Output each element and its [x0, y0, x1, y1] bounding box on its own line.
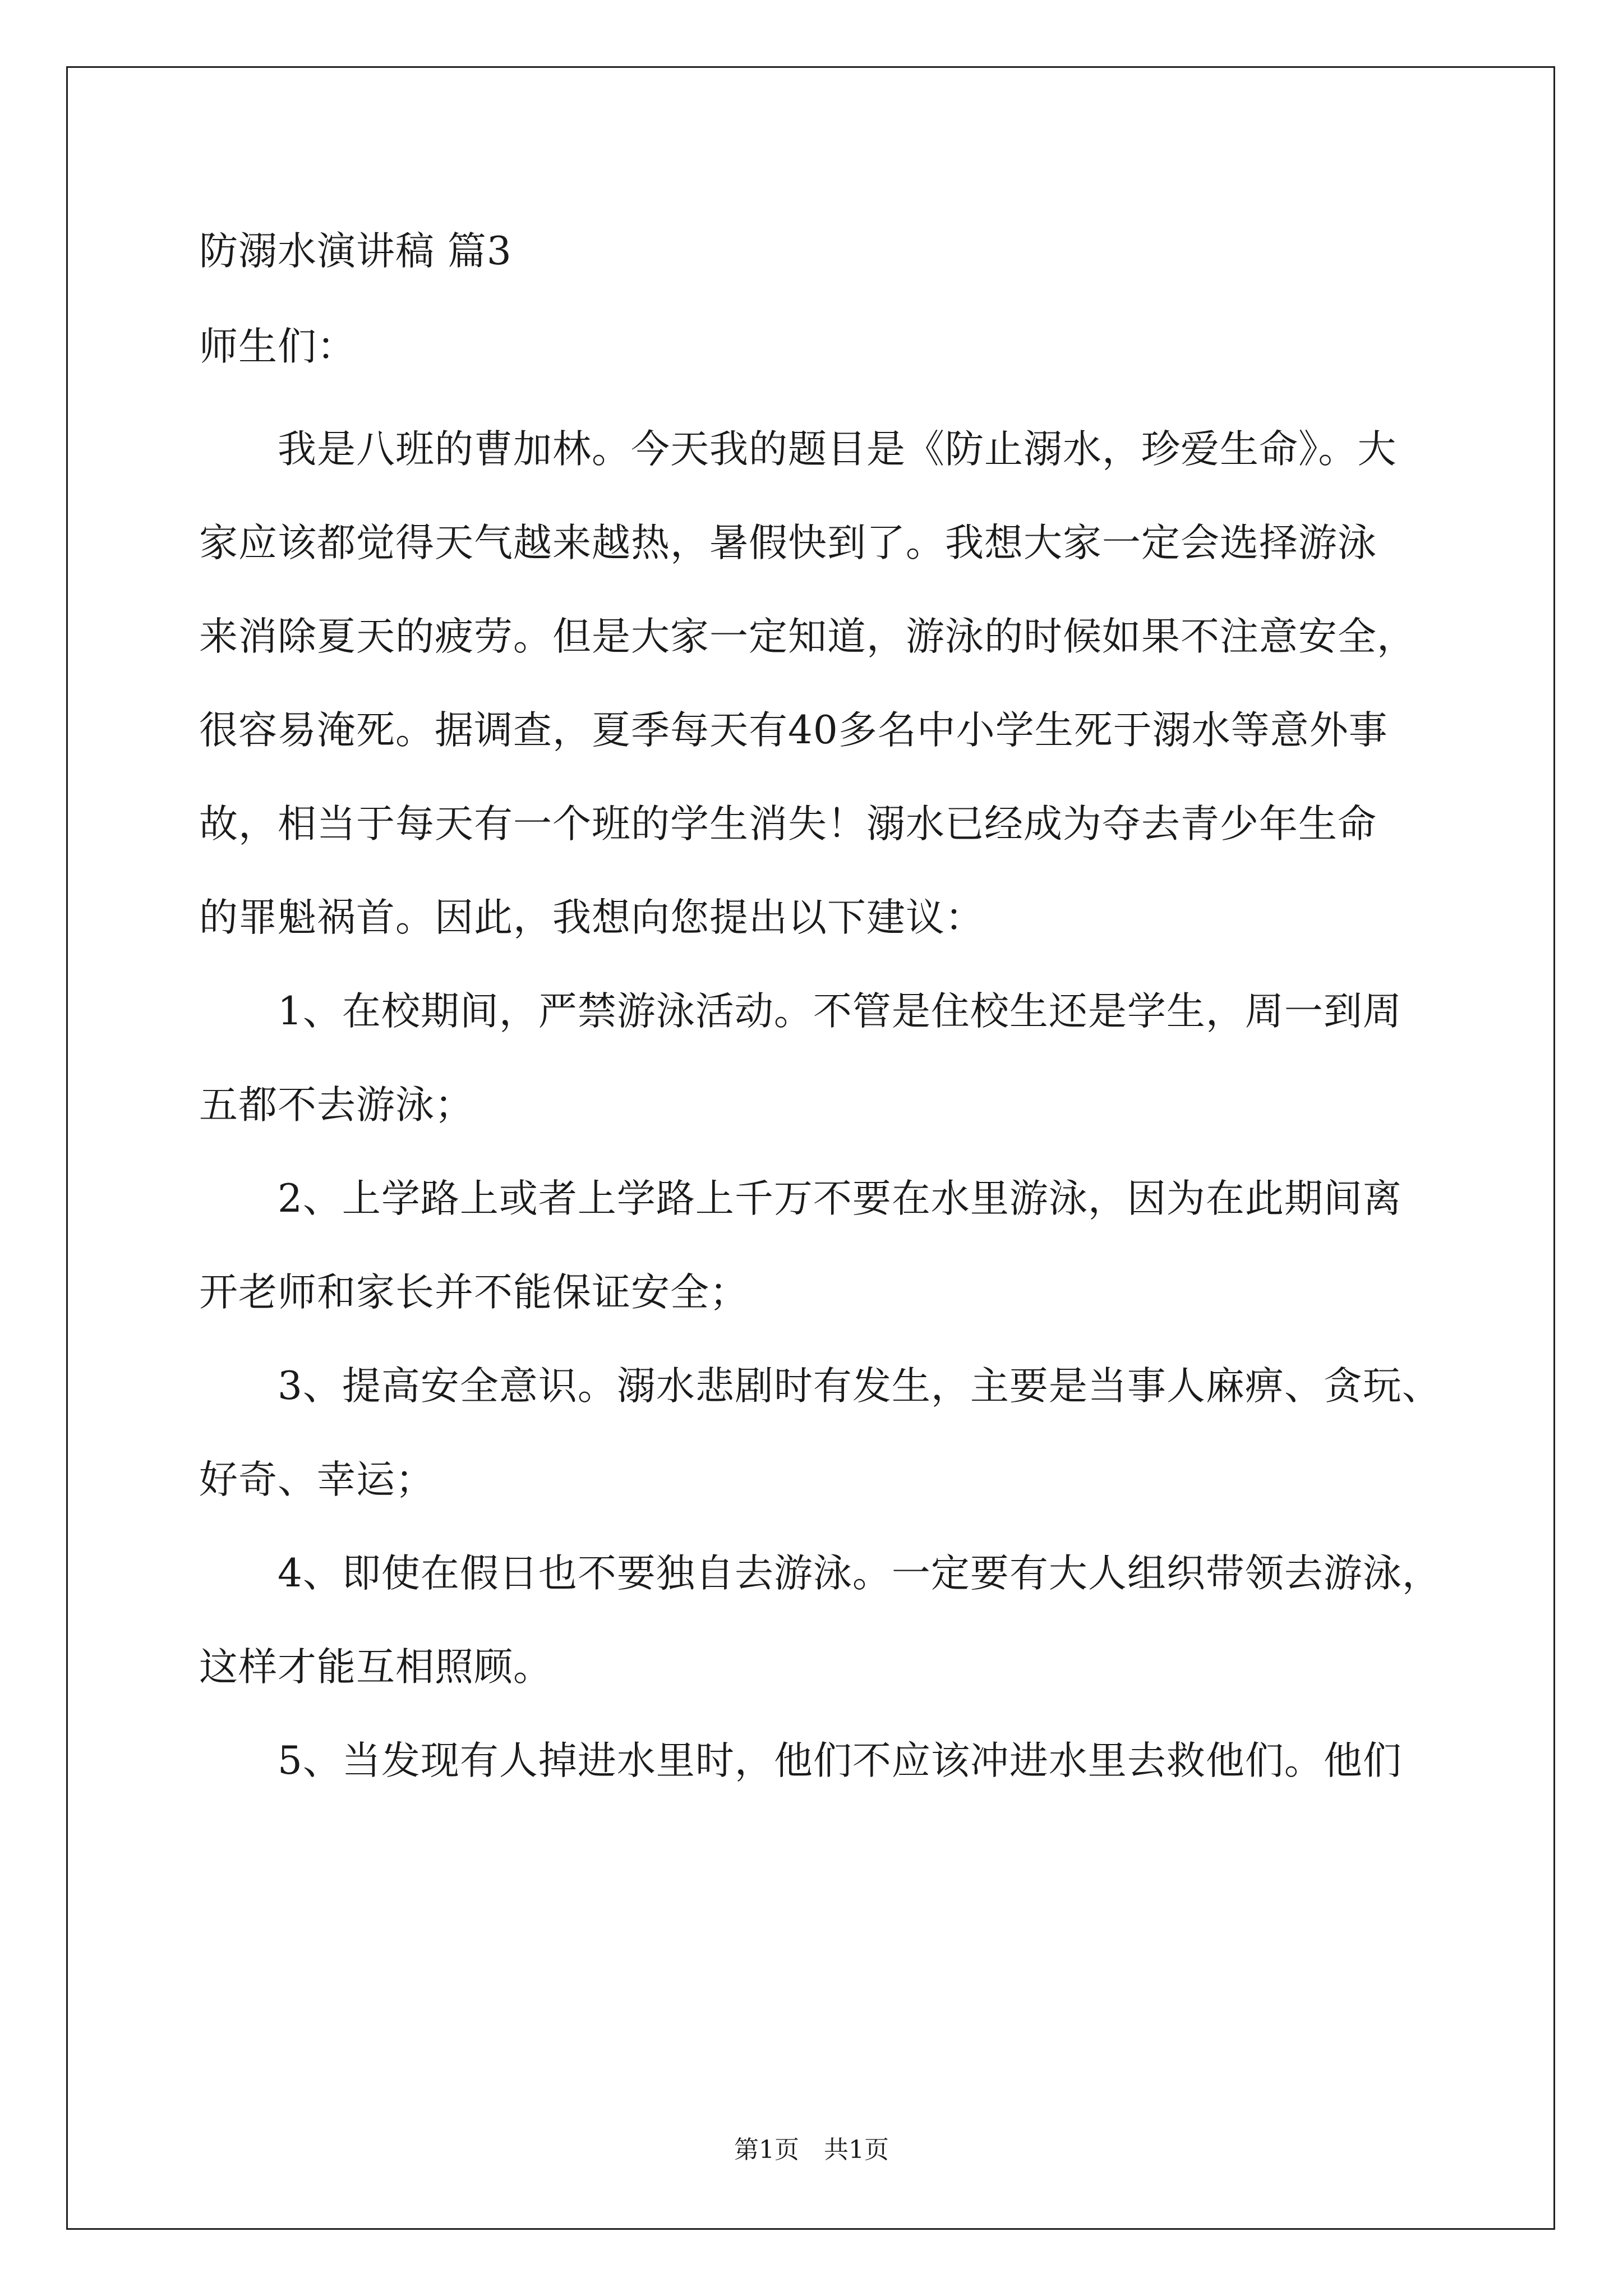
- body-line: 五都不去游泳；: [199, 1083, 474, 1128]
- body-line: 我是八班的曹加林。今天我的题目是《防止溺水，珍爱生命》。大: [199, 427, 1397, 472]
- body-line: 1、在校期间，严禁游泳活动。不管是住校生还是学生，周一到周: [199, 989, 1402, 1034]
- body-line: 5、当发现有人掉进水里时，他们不应该冲进水里去救他们。他们: [199, 1738, 1402, 1783]
- body-line: 师生们：: [199, 324, 356, 369]
- body-line: 4、即使在假日也不要独自去游泳。一定要有大人组织带领去游泳，: [199, 1551, 1441, 1596]
- body-line: 的罪魁祸首。因此，我想向您提出以下建议：: [199, 895, 984, 940]
- body-line: 这样才能互相照顾。: [199, 1645, 552, 1690]
- page-border: [66, 66, 1555, 2230]
- page-number-footer: 第1页 共1页: [734, 2136, 889, 2164]
- body-line: 好奇、幸运；: [199, 1457, 435, 1502]
- body-line: 来消除夏天的疲劳。但是大家一定知道，游泳的时候如果不注意安全，: [199, 614, 1416, 659]
- body-line: 2、上学路上或者上学路上千万不要在水里游泳，因为在此期间离: [199, 1176, 1402, 1221]
- body-line: 故，相当于每天有一个班的学生消失！溺水已经成为夺去青少年生命: [199, 802, 1377, 846]
- body-line: 家应该都觉得天气越来越热，暑假快到了。我想大家一定会选择游泳: [199, 521, 1377, 565]
- body-line: 3、提高安全意识。溺水悲剧时有发生，主要是当事人麻痹、贪玩、: [199, 1364, 1441, 1409]
- body-line: 开老师和家长并不能保证安全；: [199, 1270, 749, 1315]
- document-title: 防溺水演讲稿 篇3: [199, 229, 512, 274]
- body-line: 很容易淹死。据调查，夏季每天有40多名中小学生死于溺水等意外事: [199, 708, 1388, 753]
